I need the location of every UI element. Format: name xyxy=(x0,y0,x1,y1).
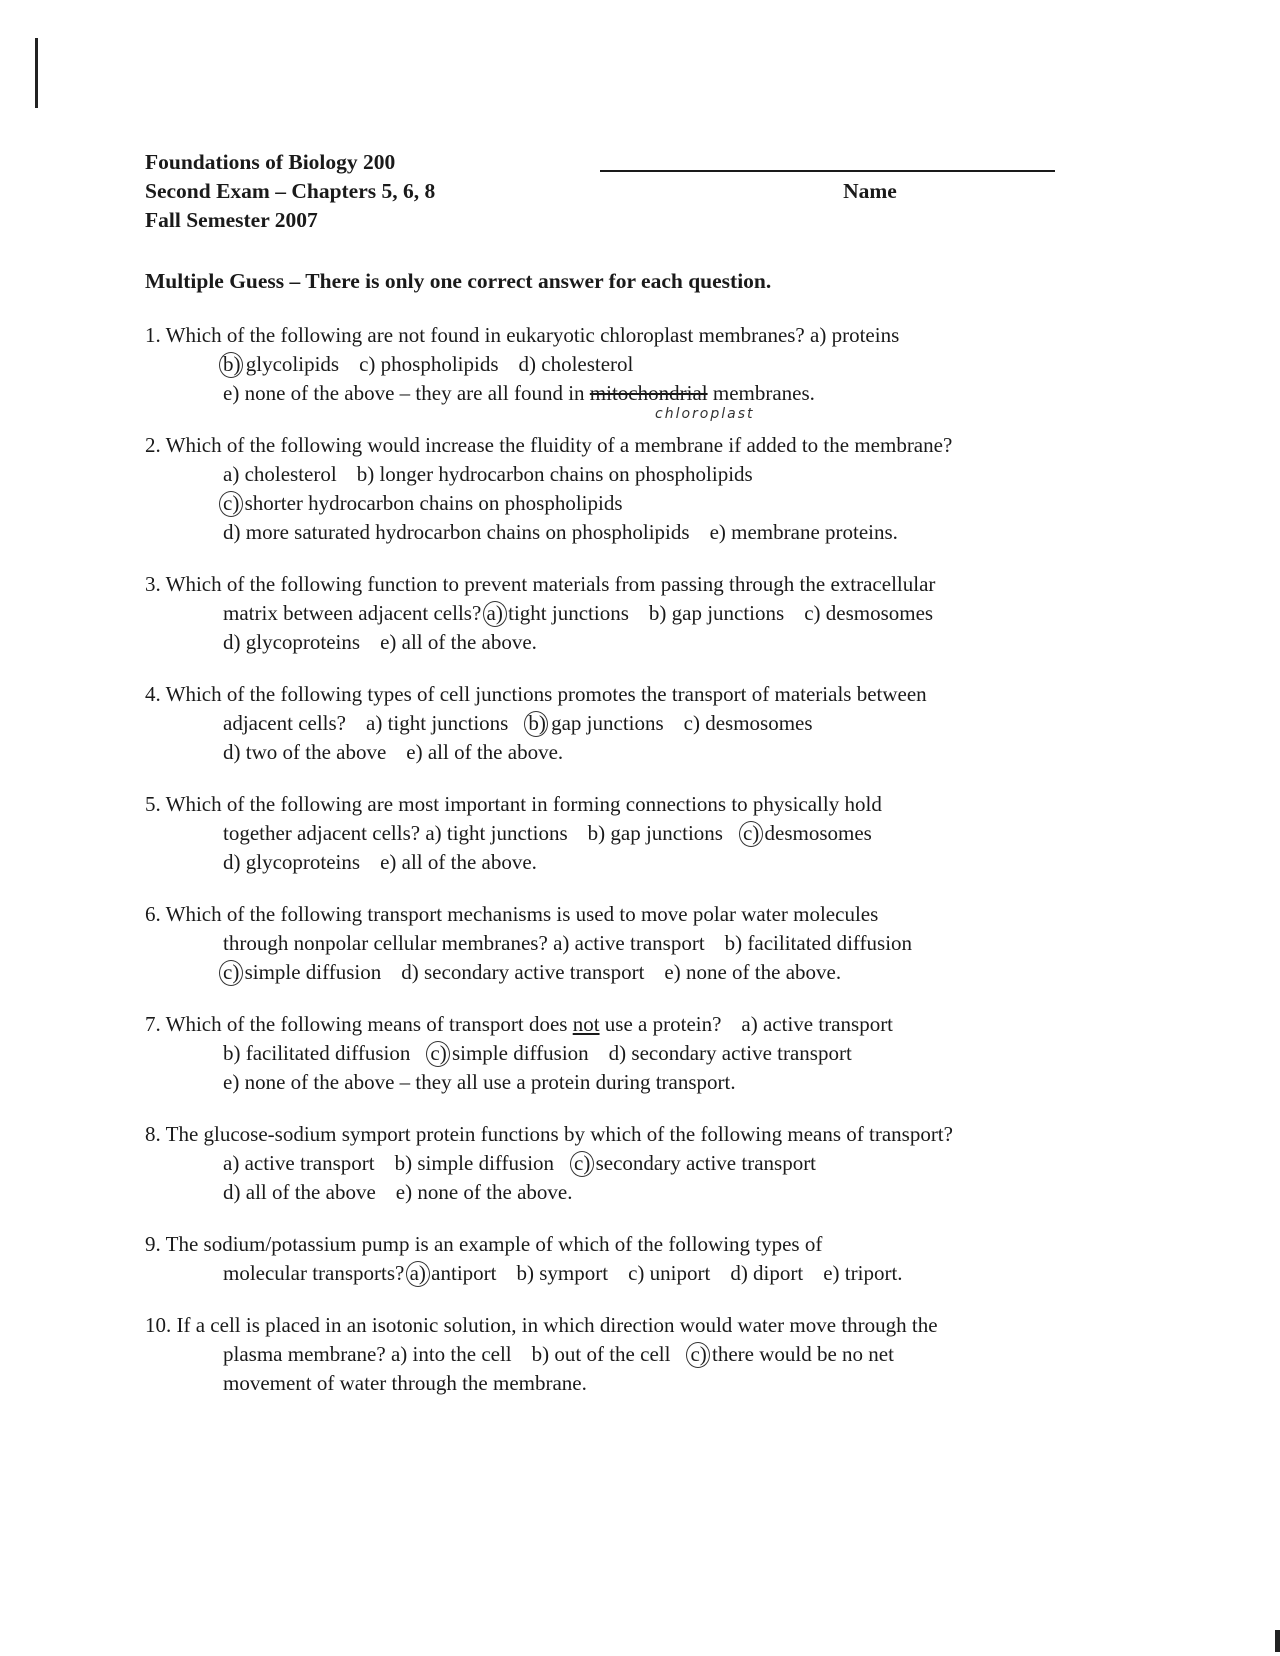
option-d[interactable]: d) two of the above xyxy=(223,740,387,764)
question-7 xyxy=(145,1010,1145,1097)
option-c[interactable]: c) desmosomes xyxy=(683,711,813,735)
option-a-circled[interactable]: a) tight junctions xyxy=(487,599,629,628)
question-3 xyxy=(145,570,1145,657)
question-stem: 2. Which of the following would increase the fluidity of a membrane if added to the membrane? xyxy=(145,433,953,457)
option-d[interactable]: d) diport xyxy=(730,1261,804,1285)
question-stem: 7. Which of the following means of transport does xyxy=(145,1012,568,1036)
exam-header xyxy=(145,148,1065,235)
option-c-circled[interactable]: c) shorter hydrocarbon chains on phospholipids xyxy=(223,489,623,518)
name-label: Name xyxy=(843,179,897,203)
option-e[interactable]: e) all of the above. xyxy=(380,850,537,874)
option-c-cont: movement of water through the membrane. xyxy=(223,1371,587,1395)
option-b[interactable]: b) symport xyxy=(516,1261,609,1285)
handwritten-correction: chloroplast xyxy=(655,406,755,422)
question-stem-cont: molecular transports? xyxy=(223,1261,405,1285)
option-e-end: membranes. xyxy=(712,381,815,405)
option-a[interactable]: a) active transport xyxy=(553,931,705,955)
question-5 xyxy=(145,790,1145,877)
question-9 xyxy=(145,1230,1145,1288)
option-c-circled[interactable]: c) simple diffusion xyxy=(430,1039,588,1068)
option-a-circled[interactable]: a) antiport xyxy=(410,1259,497,1288)
name-blank-line[interactable] xyxy=(600,170,1055,172)
option-e[interactable]: e) none of the above – they all use a protein during transport. xyxy=(223,1070,736,1094)
question-stem-end: use a protein? xyxy=(604,1012,722,1036)
option-b[interactable]: b) out of the cell xyxy=(531,1342,671,1366)
option-a[interactable]: a) tight junctions xyxy=(425,821,568,845)
scan-margin-mark xyxy=(35,38,38,108)
question-2 xyxy=(145,431,1145,547)
option-e[interactable]: e) none of the above. xyxy=(664,960,842,984)
option-c[interactable]: c) uniport xyxy=(628,1261,711,1285)
question-stem-cont: adjacent cells? xyxy=(223,711,347,735)
question-stem: 10. If a cell is placed in an isotonic solution, in which direction would water move through the xyxy=(145,1313,938,1337)
question-8 xyxy=(145,1120,1145,1207)
option-d[interactable]: d) glycoproteins xyxy=(223,850,361,874)
emphasis-not: not xyxy=(572,1012,600,1036)
option-c[interactable]: c) phospholipids xyxy=(359,352,499,376)
option-e[interactable]: e) none of the above. xyxy=(395,1180,573,1204)
option-d[interactable]: d) all of the above xyxy=(223,1180,376,1204)
option-c-circled[interactable]: c) secondary active transport xyxy=(574,1149,816,1178)
option-e[interactable]: e) none of the above – they are all found in xyxy=(223,381,585,405)
question-10 xyxy=(145,1311,1145,1398)
question-stem-cont: matrix between adjacent cells? xyxy=(223,601,482,625)
option-a[interactable]: a) into the cell xyxy=(390,1342,512,1366)
question-stem: 1. Which of the following are not found in eukaryotic chloroplast membranes? xyxy=(145,323,805,347)
question-stem-cont: plasma membrane? xyxy=(223,1342,386,1366)
question-stem: 9. The sodium/potassium pump is an example of which of the following types of xyxy=(145,1232,823,1256)
course-title: Foundations of Biology 200 xyxy=(145,150,396,174)
option-a[interactable]: a) active transport xyxy=(223,1151,375,1175)
option-a[interactable]: a) proteins xyxy=(810,323,900,347)
question-stem: 3. Which of the following function to prevent materials from passing through the extracellular xyxy=(145,572,936,596)
option-d[interactable]: d) glycoproteins xyxy=(223,630,361,654)
option-b-circled[interactable]: b) gap junctions xyxy=(528,709,663,738)
option-e[interactable]: e) all of the above. xyxy=(406,740,564,764)
semester: Fall Semester 2007 xyxy=(145,208,318,232)
option-b[interactable]: b) facilitated diffusion xyxy=(724,931,913,955)
question-6 xyxy=(145,900,1145,987)
option-b[interactable]: b) gap junctions xyxy=(648,601,785,625)
question-1 xyxy=(145,321,1145,422)
question-stem: 5. Which of the following are most important in forming connections to physically hold xyxy=(145,792,882,816)
option-d[interactable]: d) secondary active transport xyxy=(401,960,645,984)
option-a[interactable]: a) tight junctions xyxy=(366,711,509,735)
option-b[interactable]: b) facilitated diffusion xyxy=(223,1041,411,1065)
question-4 xyxy=(145,680,1145,767)
option-c-circled[interactable]: c) simple diffusion xyxy=(223,958,381,987)
option-b[interactable]: b) simple diffusion xyxy=(394,1151,555,1175)
option-b[interactable]: b) gap junctions xyxy=(587,821,723,845)
option-d[interactable]: d) cholesterol xyxy=(518,352,634,376)
instructions: Multiple Guess – There is only one correct answer for each question. xyxy=(145,269,772,293)
question-stem: 6. Which of the following transport mechanisms is used to move polar water molecules xyxy=(145,902,879,926)
option-d[interactable]: d) more saturated hydrocarbon chains on phospholipids xyxy=(223,520,690,544)
question-stem: 8. The glucose-sodium symport protein functions by which of the following means of transport? xyxy=(145,1122,953,1146)
question-stem: 4. Which of the following types of cell junctions promotes the transport of materials between xyxy=(145,682,927,706)
option-a[interactable]: a) cholesterol xyxy=(223,462,337,486)
question-list xyxy=(145,321,1145,1421)
option-e[interactable]: e) all of the above. xyxy=(380,630,537,654)
option-c-circled[interactable]: c) desmosomes xyxy=(743,819,872,848)
scan-corner-mark xyxy=(1275,1630,1280,1652)
option-e[interactable]: e) membrane proteins. xyxy=(709,520,898,544)
question-stem-cont: through nonpolar cellular membranes? xyxy=(223,931,548,955)
exam-title: Second Exam – Chapters 5, 6, 8 xyxy=(145,179,436,203)
option-a[interactable]: a) active transport xyxy=(741,1012,894,1036)
option-b[interactable]: b) longer hydrocarbon chains on phospholipids xyxy=(356,462,753,486)
option-c-circled[interactable]: c) there would be no net xyxy=(690,1340,894,1369)
option-b-circled[interactable]: b) glycolipids xyxy=(223,350,339,379)
question-stem-cont: together adjacent cells? xyxy=(223,821,421,845)
option-e[interactable]: e) triport. xyxy=(823,1261,903,1285)
option-c[interactable]: c) desmosomes xyxy=(804,601,934,625)
option-d[interactable]: d) secondary active transport xyxy=(608,1041,852,1065)
struck-word: mitochondrial xyxy=(589,381,708,405)
